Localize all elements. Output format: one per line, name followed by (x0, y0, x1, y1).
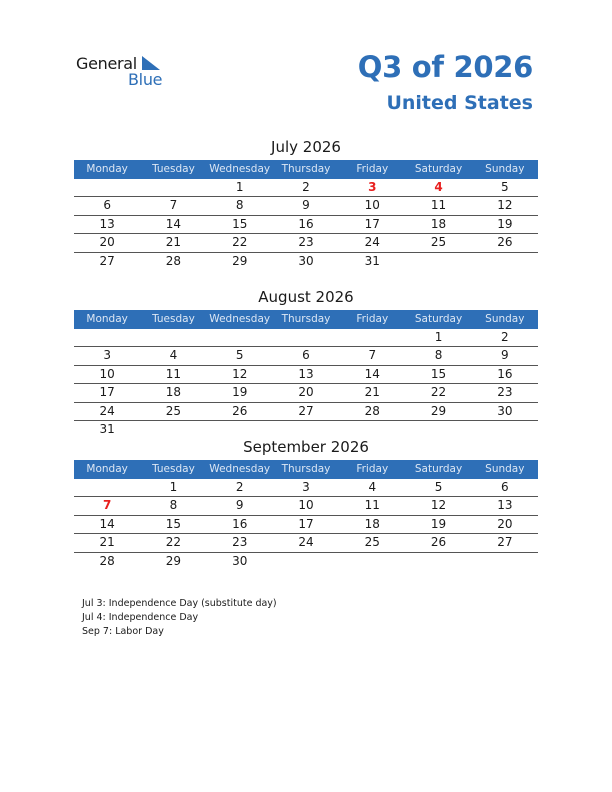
holiday-notes (82, 597, 277, 639)
day-cell: 16 (232, 516, 248, 531)
empty-day-cell (472, 553, 538, 570)
day-cell: 18 (364, 516, 380, 531)
day-cell: 24 (99, 403, 115, 418)
day-cell: 28 (364, 403, 380, 418)
day-cell: 5 (235, 348, 244, 363)
month-title: August 2026 (258, 288, 354, 306)
day-cell: 17 (364, 216, 380, 231)
weekday-label: Friday (356, 313, 389, 325)
day-cell: 5 (434, 480, 443, 494)
weekday-label: Tuesday (152, 313, 195, 325)
day-cell: 8 (434, 348, 443, 363)
empty-day-cell (405, 253, 471, 270)
weekday-label: Wednesday (209, 163, 271, 175)
day-cell: 12 (497, 198, 513, 213)
day-cell: 25 (364, 535, 380, 550)
month-september (74, 436, 538, 570)
day-cell: 9 (501, 348, 509, 363)
day-cell: 8 (235, 198, 244, 213)
month-title: July 2026 (271, 138, 341, 156)
day-cell: 6 (501, 480, 509, 494)
day-cell: 13 (298, 366, 314, 381)
empty-day-cell (339, 553, 405, 570)
day-cell: 4 (368, 480, 377, 494)
day-cell: 10 (364, 198, 380, 213)
week-row (74, 553, 538, 570)
weekday-label: Friday (356, 163, 389, 175)
day-cell: 9 (302, 198, 310, 213)
day-cell: 14 (364, 366, 380, 381)
day-cell: 29 (165, 553, 182, 568)
day-cell: 7 (169, 198, 178, 213)
month-grid (74, 479, 538, 570)
day-cell: 13 (497, 498, 513, 513)
weekday-header (74, 310, 538, 329)
day-cell: 31 (99, 421, 115, 436)
day-cell: 18 (165, 385, 182, 400)
day-cell: 27 (497, 535, 513, 550)
day-cell: 19 (232, 385, 248, 400)
empty-day-cell (74, 329, 140, 346)
week-row (74, 479, 538, 497)
day-cell: 14 (99, 516, 115, 531)
day-cell: 28 (165, 253, 182, 268)
empty-day-cell (273, 329, 339, 346)
logo-text-blue: Blue (128, 70, 163, 89)
day-cell: 12 (430, 498, 447, 513)
day-cell: 27 (298, 403, 314, 418)
logo-text-general: General (76, 54, 137, 73)
day-cell: 15 (430, 366, 447, 381)
day-cell: 9 (235, 498, 244, 513)
page-subtitle: United States (386, 92, 533, 114)
day-cell: 1 (169, 480, 178, 494)
day-cell: 30 (497, 403, 513, 418)
day-cell: 21 (99, 535, 115, 550)
day-cell: 4 (169, 348, 178, 363)
day-cell: 22 (430, 385, 447, 400)
weekday-label: Sunday (485, 163, 525, 175)
day-cell: 26 (232, 403, 248, 418)
day-cell: 22 (232, 235, 248, 250)
day-cell: 17 (99, 385, 115, 400)
day-cell: 11 (364, 498, 380, 513)
empty-day-cell (405, 553, 471, 570)
day-cell: 1 (235, 180, 244, 194)
day-cell: 29 (430, 403, 447, 418)
weekday-label: Tuesday (152, 463, 195, 475)
month-grid (74, 329, 538, 438)
page-title: Q3 of 2026 (357, 50, 533, 84)
day-cell: 19 (430, 516, 447, 531)
weekday-label: Thursday (281, 463, 331, 475)
weekday-header (74, 460, 538, 479)
logo-triangle-icon (142, 56, 160, 70)
day-cell: 26 (430, 535, 447, 550)
day-cell: 24 (298, 535, 314, 550)
day-cell: 6 (302, 348, 310, 363)
weekday-label: Monday (86, 163, 128, 175)
day-cell: 13 (99, 216, 115, 231)
month-august (74, 286, 538, 438)
weekday-label: Friday (356, 463, 389, 475)
weekday-label: Saturday (414, 313, 463, 325)
day-cell: 23 (232, 535, 248, 550)
day-cell: 7 (102, 498, 112, 513)
day-cell: 15 (232, 216, 248, 231)
empty-day-cell (74, 179, 140, 196)
empty-day-cell (207, 329, 273, 346)
week-row (74, 253, 538, 270)
holiday-note: Sep 7: Labor Day (82, 626, 164, 637)
day-cell: 23 (497, 385, 513, 400)
day-cell: 8 (169, 498, 178, 513)
day-cell: 16 (298, 216, 314, 231)
day-cell: 11 (165, 366, 182, 381)
month-july (74, 136, 538, 270)
day-cell: 19 (497, 216, 513, 231)
week-row (74, 347, 538, 365)
day-cell: 2 (302, 180, 310, 194)
day-cell: 14 (165, 216, 182, 231)
day-cell: 30 (232, 553, 248, 568)
empty-day-cell (472, 253, 538, 270)
week-row (74, 179, 538, 197)
holiday-note: Jul 3: Independence Day (substitute day) (82, 598, 277, 609)
day-cell: 3 (302, 480, 310, 494)
day-cell: 29 (232, 253, 248, 268)
week-row (74, 366, 538, 384)
day-cell: 26 (497, 235, 513, 250)
day-cell: 5 (501, 180, 509, 194)
day-cell: 6 (103, 198, 111, 213)
day-cell: 20 (497, 516, 513, 531)
day-cell: 2 (501, 330, 509, 344)
day-cell: 10 (99, 366, 115, 381)
day-cell: 10 (298, 498, 314, 513)
empty-day-cell (140, 329, 206, 346)
holiday-note: Jul 4: Independence Day (82, 612, 199, 623)
weekday-label: Sunday (485, 313, 525, 325)
weekday-label: Sunday (485, 463, 525, 475)
weekday-label: Monday (86, 463, 128, 475)
week-row (74, 497, 538, 515)
week-row (74, 384, 538, 402)
day-cell: 20 (99, 235, 115, 250)
day-cell: 3 (368, 180, 377, 194)
day-cell: 21 (165, 235, 182, 250)
month-grid (74, 179, 538, 270)
day-cell: 28 (99, 553, 115, 568)
weekday-header (74, 160, 538, 179)
weekday-label: Tuesday (152, 163, 195, 175)
week-row (74, 516, 538, 534)
week-row (74, 234, 538, 252)
day-cell: 27 (99, 253, 115, 268)
day-cell: 21 (364, 385, 380, 400)
day-cell: 2 (235, 480, 244, 494)
day-cell: 4 (434, 180, 443, 194)
weekday-label: Wednesday (209, 313, 271, 325)
day-cell: 20 (298, 385, 314, 400)
day-cell: 25 (430, 235, 447, 250)
day-cell: 11 (430, 198, 447, 213)
empty-day-cell (74, 479, 140, 496)
day-cell: 25 (165, 403, 182, 418)
day-cell: 22 (165, 535, 182, 550)
week-row (74, 216, 538, 234)
day-cell: 15 (165, 516, 182, 531)
day-cell: 7 (368, 348, 377, 363)
day-cell: 17 (298, 516, 314, 531)
weekday-label: Wednesday (209, 463, 271, 475)
general-blue-logo (76, 54, 176, 90)
day-cell: 30 (298, 253, 314, 268)
empty-day-cell (140, 179, 206, 196)
month-title: September 2026 (243, 438, 369, 456)
weekday-label: Thursday (281, 313, 331, 325)
day-cell: 31 (364, 253, 380, 268)
empty-day-cell (273, 553, 339, 570)
weekday-label: Saturday (414, 163, 463, 175)
week-row (74, 403, 538, 421)
weekday-label: Thursday (281, 163, 331, 175)
weekday-label: Saturday (414, 463, 463, 475)
day-cell: 3 (103, 348, 111, 363)
day-cell: 16 (497, 366, 513, 381)
empty-day-cell (339, 329, 405, 346)
weekday-label: Monday (86, 313, 128, 325)
day-cell: 23 (298, 235, 314, 250)
week-row (74, 329, 538, 347)
week-row (74, 197, 538, 215)
day-cell: 18 (430, 216, 447, 231)
week-row (74, 534, 538, 552)
day-cell: 1 (434, 330, 443, 344)
day-cell: 12 (232, 366, 248, 381)
day-cell: 24 (364, 235, 380, 250)
